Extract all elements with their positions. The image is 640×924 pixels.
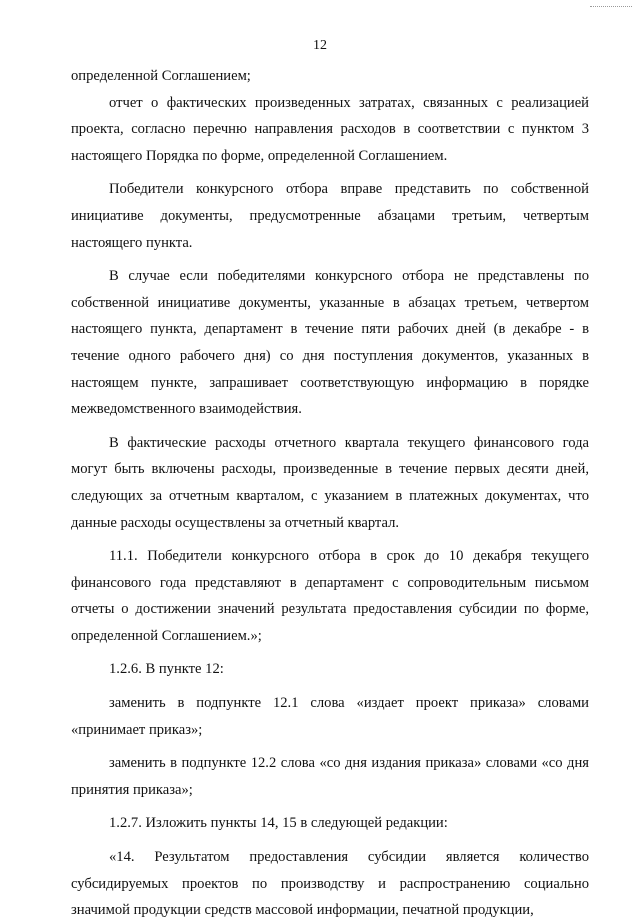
paragraph-clause-14: «14. Результатом предоставления субсидии является количество субсидируемых проектов по производству и распространению социально значимой продукции средств массовой информации, печатной продукции, (71, 849, 589, 919)
paragraph-clause-1-2-7: 1.2.7. Изложить пункты 14, 15 в следующей редакции: (109, 815, 448, 832)
page-number: 12 (313, 38, 327, 53)
paragraph-interagency-request: В случае если победителями конкурсного отбора не представлены по собственной инициативе документы, указанные в абзацах третьем, четвертом настоящего пункта, департамент в течение пяти рабочих дней (в декабре - в течение одного рабочего дня) со дня поступления документов, указанных в настоящем пункте, запрашивает соответствующую информацию в порядке межведомственного взаимодействия. (71, 268, 589, 418)
paragraph-clause-11-1: 11.1. Победители конкурсного отбора в срок до 10 декабря текущего финансового года представляют в департамент с сопроводительным письмом отчеты о достижении значений результата предоставления субсидии по форме, определенной Соглашением.»; (71, 548, 589, 644)
paragraph-subclause-12-1: заменить в подпункте 12.1 слова «издает проект приказа» словами «принимает приказ»; (71, 695, 589, 738)
paragraph-own-initiative: Победители конкурсного отбора вправе представить по собственной инициативе документы, предусмотренные абзацами третьим, четвертым настоящего пункта. (71, 181, 589, 251)
document-body (71, 63, 589, 924)
scan-corner-mark (590, 6, 632, 7)
paragraph-cost-report: отчет о фактических произведенных затратах, связанных с реализацией проекта, согласно перечню направления расходов в соответствии с пунктом 3 настоящего Порядка по форме, определенной Соглашением. (71, 94, 589, 164)
paragraph-clause-1-2-6: 1.2.6. В пункте 12: (109, 661, 224, 678)
paragraph-continuation: определенной Соглашением; (71, 68, 251, 84)
paragraph-actual-expenses: В фактические расходы отчетного квартала текущего финансового года могут быть включены расходы, произведенные в течение первых десяти дней, следующих за отчетным кварталом, с указанием в платежных документах, что данные расходы осуществлены за отчетный квартал. (71, 434, 589, 531)
paragraph-subclause-12-2: заменить в подпункте 12.2 слова «со дня издания приказа» словами «со дня принятия приказа»; (71, 755, 589, 798)
